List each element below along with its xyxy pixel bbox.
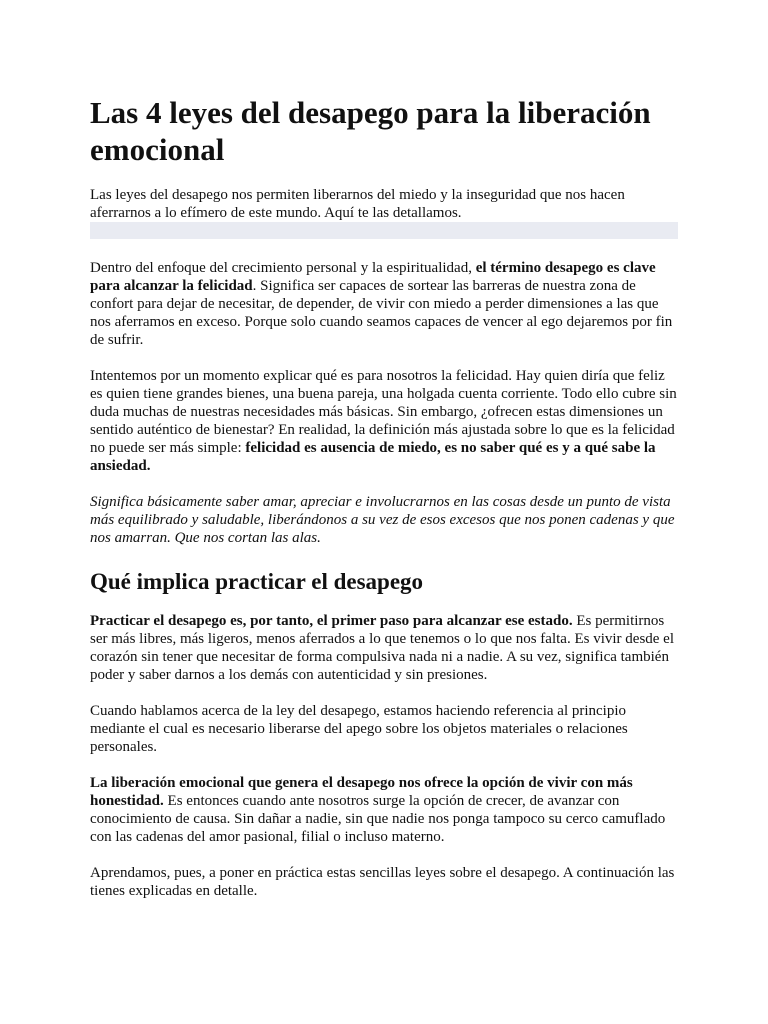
intro-paragraph: Las leyes del desapego nos permiten liberarnos del miedo y la inseguridad que nos hacen aferrarnos a lo efímero de este mundo. Aquí te las detallamos.: [90, 187, 625, 221]
paragraph-6: Aprendamos, pues, a poner en práctica estas sencillas leyes sobre el desapego. A continuación las tienes explicadas en detalle.: [90, 865, 675, 899]
paragraph-4: Cuando hablamos acerca de la ley del desapego, estamos haciendo referencia al principio mediante el cual es necesario liberarse del apego sobre los objetos materiales o relaciones personales.: [90, 703, 628, 755]
italic-quote: Significa básicamente saber amar, apreciar e involucrarnos en las cosas desde un punto de vista más equilibrado y saludable, liberándonos a su vez de esos excesos que nos ponen cadenas y que nos amarran. Que nos cortan las alas.: [90, 494, 675, 546]
paragraph-1-text-end: . Significa ser capaces de sortear las barreras de nuestra zona de confort para dejar de necesitar, de depender, de vivir con miedo a perder dimensiones a las que nos aferramos en exceso. Porque solo cuando seamos capaces de vencer al ego dejaremos por fin de sufrir.: [90, 278, 673, 348]
article-body: [90, 94, 680, 918]
paragraph-3-text: Es permitirnos ser más libres, más ligeros, menos aferrados a lo que tenemos o lo que nos falta. Es vivir desde el corazón sin tener que necesitar de forma compulsiva nada ni a nadie. A su vez, significa también poder y saber darnos a los demás con autenticidad y sin presiones.: [90, 613, 675, 683]
paragraph-3-bold: Practicar el desapego es, por tanto, el primer paso para alcanzar ese estado.: [90, 613, 573, 629]
paragraph-5-text: Es entonces cuando ante nosotros surge la opción de crecer, de avanzar con conocimiento de causa. Sin dañar a nadie, sin que nadie nos ponga tampoco su cerco camuflado con las cadenas del amor pasional, filial o incluso materno.: [90, 793, 666, 845]
highlight-band: [90, 222, 678, 239]
section-heading: Qué implica practicar el desapego: [90, 569, 424, 594]
paragraph-1: [90, 259, 680, 349]
article-title: Las 4 leyes del desapego para la liberación emocional: [90, 95, 651, 167]
paragraph-2: [90, 367, 680, 475]
paragraph-5: [90, 774, 680, 846]
paragraph-5-bold: La liberación emocional que genera el desapego nos ofrece la opción de vivir con más honestidad.: [90, 775, 633, 809]
paragraph-3: [90, 612, 680, 684]
paragraph-1-text-start: Dentro del enfoque del crecimiento personal y la espiritualidad,: [90, 260, 476, 276]
paragraph-2-bold: felicidad es ausencia de miedo, es no saber qué es y a qué sabe la ansiedad.: [90, 440, 656, 474]
paragraph-2-text: Intentemos por un momento explicar qué es para nosotros la felicidad. Hay quien diría que feliz es quien tiene grandes bienes, una buena pareja, una holgada cuenta corriente. Todo ello cubre sin duda muchas de nuestras necesidades más básicas. Sin embargo, ¿ofrecen estas dimensiones un sentido auténtico de bienestar? En realidad, la definición más ajustada sobre lo que es la felicidad no puede ser más simple:: [90, 368, 677, 456]
paragraph-1-bold: el término desapego es clave para alcanzar la felicidad: [90, 260, 656, 294]
